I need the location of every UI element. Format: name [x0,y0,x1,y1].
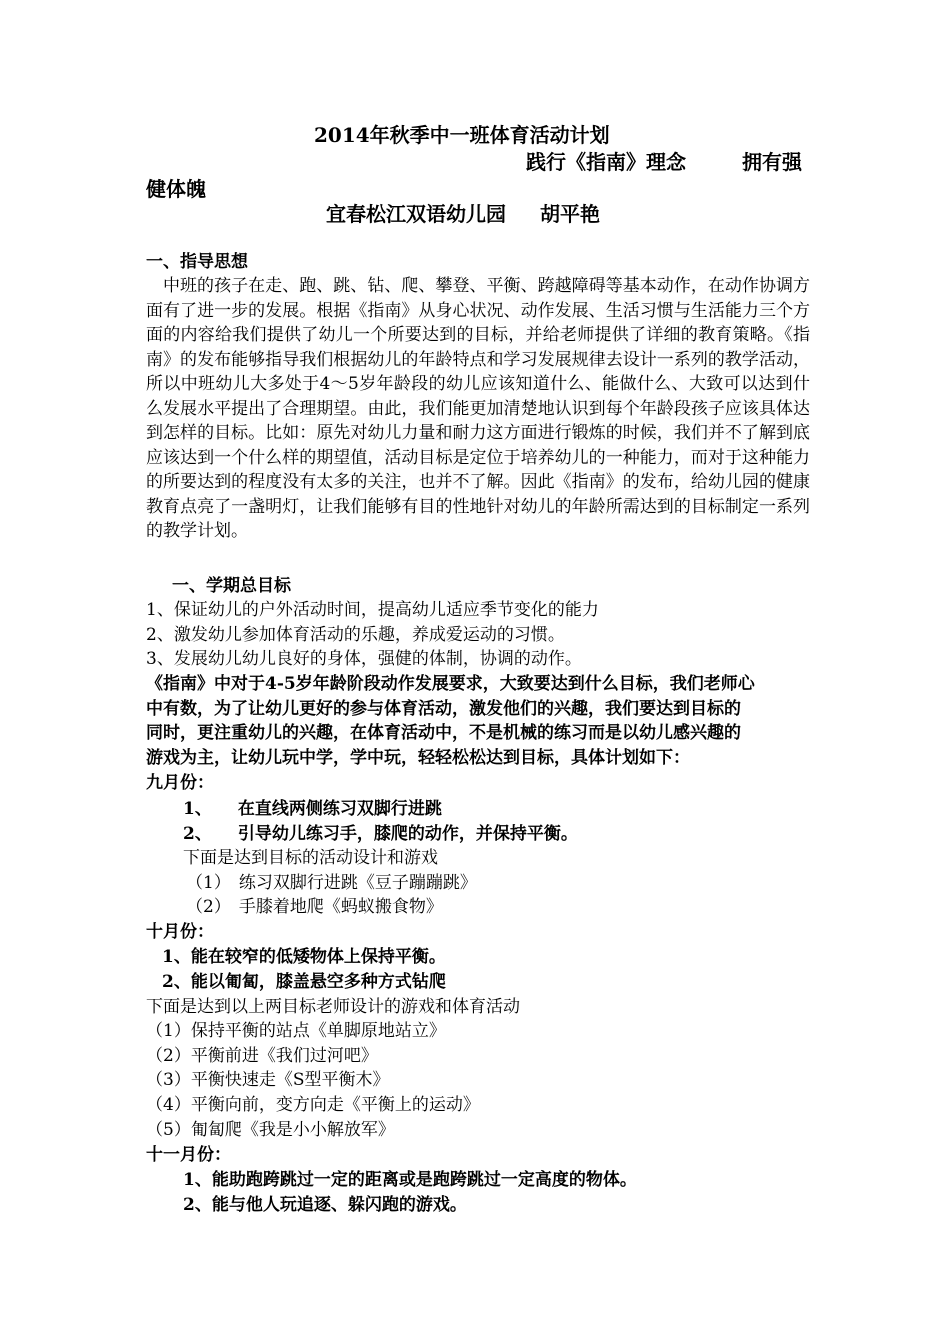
activity-number: （2） [186,897,231,917]
goal-number: 1、 [183,799,212,819]
november-goal: 1、能助跑跨跳过一定的距离或是跑跨跳过一定高度的物体。 [183,1170,637,1190]
plan-intro-line: 《指南》中对于4-5岁年龄阶段动作发展要求，大致要达到什么目标，我们老师心 [146,674,755,694]
september-activities-intro: 下面是达到目标的活动设计和游戏 [183,848,438,868]
goal-text: 在直线两侧练习双脚行进跳 [237,799,442,819]
october-activity: （4）平衡向前，变方向走《平衡上的运动》 [146,1095,480,1115]
activity-text: 手膝着地爬《蚂蚁搬食物》 [238,897,443,917]
author-school: 宜春松江双语幼儿园 [326,202,506,226]
activity-text: 练习双脚行进跳《豆子蹦蹦跳》 [238,873,477,893]
subtitle-part2: 拥有强 [742,150,802,174]
plan-intro-line: 游戏为主，让幼儿玩中学，学中玩，轻轻松松达到目标，具体计划如下： [146,748,690,768]
section-heading-semester-goals: 一、学期总目标 [172,576,291,596]
activity-number: （1） [186,873,231,893]
october-activity: （1）保持平衡的站点《单脚原地站立》 [146,1021,446,1041]
month-heading-october: 十月份： [146,922,214,942]
october-activity: （2）平衡前进《我们过河吧》 [146,1046,378,1066]
author-name: 胡平艳 [540,202,600,226]
author-line [326,200,600,228]
plan-intro-line: 中有数，为了让幼儿更好的参与体育活动，激发他们的兴趣，我们要达到目标的 [146,699,741,719]
document-subtitle [526,148,802,176]
september-goal [183,797,442,822]
month-heading-november: 十一月份： [146,1145,231,1165]
semester-goal-item: 1、保证幼儿的户外活动时间，提高幼儿适应季节变化的能力 [146,600,599,620]
semester-goal-item: 3、发展幼儿幼儿良好的身体，强健的体制，协调的动作。 [146,649,582,669]
guiding-thought-paragraph: 中班的孩子在走、跑、跳、钻、爬、攀登、平衡、跨越障碍等基本动作，在动作协调方面有了进一步的发展。根据《指南》从身心状况、动作发展、生活习惯与生活能力三个方面的内容给我们提供了幼儿一个所要达到的目标，并给老师提供了详细的教育策略。《指南》的发布能够指导我们根据幼儿的年龄特点和学习发展规律去设计一系列的教学活动，所以中班幼儿大多处于4～5岁年龄段的幼儿应该知道什么、能做什么、大致可以达到什么发展水平提出了合理期望。由此，我们能更加清楚地认识到每个年龄段孩子应该具体达到怎样的目标。比如：原先对幼儿力量和耐力这方面进行锻炼的时候，我们并不了解到底应该达到一个什么样的期望值，活动目标是定位于培养幼儿的一种能力，而对于这种能力的所要达到的程度没有太多的关注，也并不了解。因此《指南》的发布，给幼儿园的健康教育点亮了一盏明灯，让我们能够有目的性地针对幼儿的年龄所需达到的目标制定一系列的教学计划。 [146,276,810,541]
october-activities-intro: 下面是达到以上两目标老师设计的游戏和体育活动 [146,997,520,1017]
september-activity [186,895,443,920]
month-heading-september: 九月份： [146,773,214,793]
goal-text: 引导幼儿练习手，膝爬的动作，并保持平衡。 [237,824,578,844]
goal-number: 2、 [183,824,212,844]
plan-intro-line: 同时，更注重幼儿的兴趣，在体育活动中，不是机械的练习而是以幼儿感兴趣的 [146,723,741,743]
section-heading-guiding-thought: 一、指导思想 [146,252,248,272]
november-goal: 2、能与他人玩追逐、躲闪跑的游戏。 [183,1195,467,1215]
october-activity: （3）平衡快速走《S型平衡木》 [146,1070,390,1090]
october-goal: 1、能在较窄的低矮物体上保持平衡。 [162,947,446,967]
october-goal: 2、能以匍匐，膝盖悬空多种方式钻爬 [162,972,446,992]
september-goal [183,822,578,847]
document-title: 2014年秋季中一班体育活动计划 [314,123,610,147]
subtitle-continuation: 健体魄 [146,177,206,201]
subtitle-part1: 践行《指南》理念 [526,150,686,174]
october-activity: （5）匍匐爬《我是小小解放军》 [146,1120,395,1140]
september-activity [186,871,477,896]
semester-goal-item: 2、激发幼儿参加体育活动的乐趣，养成爱运动的习惯。 [146,625,565,645]
